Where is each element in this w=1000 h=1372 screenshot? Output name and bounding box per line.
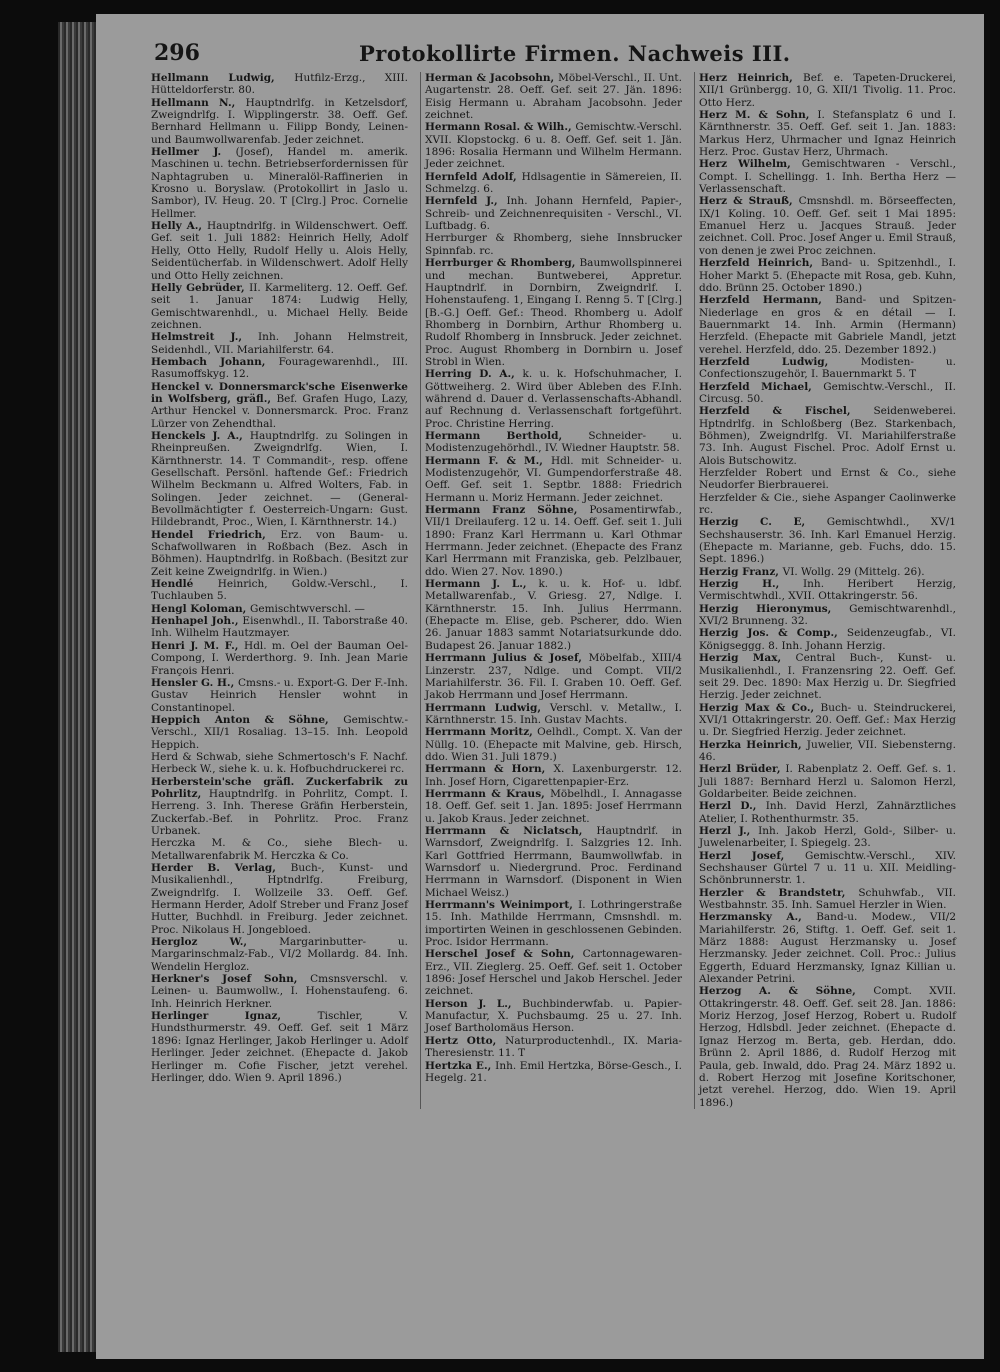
firm-details: X. Laxenburgerstr. 12. Inh. Josef Horn, Cigarettenpapier-Erz. xyxy=(425,763,682,788)
firm-details: Gemischtw.-Verschl., XIV. Sechshauser Gürtel 7 u. 11 u. XII. Meidling-Schönbrunnerstr. 1. xyxy=(699,849,956,887)
firm-name: Herzl Josef, xyxy=(699,849,805,862)
firm-name: Hendlé xyxy=(151,578,218,591)
directory-entry xyxy=(425,652,682,701)
firm-name: Helmstreit J., xyxy=(151,331,259,344)
firm-name: Hertzka E., xyxy=(425,1059,496,1072)
directory-entry xyxy=(425,788,682,825)
directory-entry xyxy=(425,232,682,257)
directory-entry xyxy=(425,368,682,430)
firm-details: Inh. Jakob Herzl, Gold-, Silber- u. Juwelenarbeiter, I. Spiegelg. 23. xyxy=(699,824,956,850)
directory-entry xyxy=(151,751,408,776)
firm-name: Hensler G. H., xyxy=(151,676,238,689)
firm-name: Hermann Berthold, xyxy=(425,429,589,442)
directory-entry xyxy=(151,1010,408,1084)
directory-entry xyxy=(425,1060,682,1085)
directory-page xyxy=(96,14,984,1359)
firm-details: Buch- u. Steindruckerei, XVI/1 Ottakringerstr. 20. Oeff. Gef.: Max Herzig u. Dr. Siegfried Herzig. Jeder zeichnet. xyxy=(699,701,956,739)
firm-name: Herz M. & Sohn, xyxy=(699,109,818,122)
firm-details: Möbelhdl., I. Annagasse 18. Oeff. Gef. seit 1. Jan. 1895: Josef Herrmann u. Jakob Kraus. Jeder zeichnet. xyxy=(425,787,682,825)
firm-name: Hembach Johann, xyxy=(151,355,279,368)
directory-entry xyxy=(699,467,956,492)
firm-name: Herman & Jacobsohn, xyxy=(425,72,559,84)
firm-name: Herrmann & Kraus, xyxy=(425,787,551,800)
directory-entry xyxy=(425,72,682,121)
firm-name: Herzfeld Michael, xyxy=(699,380,824,393)
directory-entry xyxy=(425,171,682,196)
firm-details: Hauptndrlfg. in Wildenschwert. Oeff. Gef. seit 1. Juli 1882: Heinrich Helly, Adolf Helly, Otto Helly, Rudolf Helly u. Alois Helly, Seidentücherfab. in Wildenschwert. Adolf Helly und Otto Helly zeichnen. xyxy=(151,220,408,282)
directory-entry xyxy=(151,603,408,615)
firm-details: II. Karmeliterg. 12. Oeff. Gef. seit 1. Januar 1874: Ludwig Helly, Gemischtwarenhdl., u. Michael Helly. Beide zeichnen. xyxy=(151,281,408,331)
directory-entry xyxy=(151,776,408,838)
directory-entry xyxy=(151,381,408,430)
firm-details: Gemischtw.-Verschl. XVII. Klopstockg. 6 u. 8. Oeff. Gef. seit 1. Jän. 1896: Rosalia Hermann und Wilhelm Hermann. Jeder zeichnet. xyxy=(425,121,682,171)
firm-details: Inh. Johann Hernfeld, Papier-, Schreib- und Zeichnenrequisiten - Verschl., VI. Luftbadg. 6. xyxy=(425,195,682,233)
firm-details: Hauptndrlfg. in Pohrlitz, Compt. I. Herreng. 3. Inh. Therese Gräfin Herberstein, Zuckerfab.-Bef. in Pohrlitz. Proc. Franz Urbanek. xyxy=(151,787,408,837)
firm-name: Herzog A. & Söhne, xyxy=(699,985,874,998)
directory-entry xyxy=(151,282,408,331)
page-header xyxy=(154,40,944,68)
directory-entry xyxy=(699,516,956,565)
directory-entry xyxy=(699,158,956,195)
firm-name: Hellmann N., xyxy=(151,96,246,109)
firm-name: Hertz Otto, xyxy=(425,1034,506,1047)
firm-name: Herrmann & Niclatsch, xyxy=(425,824,597,837)
firm-details: I. Stefansplatz 6 und I. Kärnthnerstr. 35. Oeff. Gef. seit 1. Jan. 1883: Markus Herz, Uhrmacher und Ignaz Heinrich Herz. Proc. Gustav Herz, Uhrmach. xyxy=(699,109,956,159)
firm-details: Bef. Grafen Hugo, Lazy, Arthur Henckel v. Donnersmarck. Proc. Franz Lürzer von Zehendthal. xyxy=(151,392,409,430)
firm-name: Herson J. L., xyxy=(425,997,523,1010)
firm-name: Herrmann Moritz, xyxy=(425,726,538,739)
directory-entry xyxy=(425,899,682,948)
firm-details: Seidenweberei. Hptndrlfg. in Schloßberg (Bez. Starkenbach, Böhmen), Zweigndrlfg. VI. Mariahilferstraße 73. Inh. August Fischel. Proc. Adolf Ernst u. Alois Butschowitz. xyxy=(699,405,956,467)
firm-name: Herz & Strauß, xyxy=(699,195,799,208)
firm-details: Herzfelder & Cie., siehe Aspanger Caolinwerke rc. xyxy=(699,491,956,517)
firm-name: Henhapel Joh., xyxy=(151,615,243,628)
firm-details: I. Lothringerstraße 15. Inh. Mathilde Herrmann, Cmsnshdl. m. importirten Weinen in geschlossenen Gebinden. Proc. Isidor Herrmann. xyxy=(425,899,682,949)
directory-entry xyxy=(699,985,956,1108)
firm-details: Tischler, V. Hundsthurmerstr. 49. Oeff. Gef. seit 1 März 1896: Ignaz Herlinger, Jakob Herlinger u. Adolf Herlinger. Jeder zeichnet. (Ehepacte d. Jakob Herlinger m. Cofie Fischer, jetzt verehel. Herlinger, ddo. Wien 9. April 1896.) xyxy=(151,1010,408,1084)
directory-entry xyxy=(699,652,956,701)
firm-name: Heppich Anton & Söhne, xyxy=(151,713,344,726)
directory-entry xyxy=(151,936,408,973)
directory-entry xyxy=(151,640,408,677)
firm-name: Hernfeld J., xyxy=(425,195,507,208)
firm-name: Hermann Franz Söhne, xyxy=(425,504,590,517)
directory-entry xyxy=(151,973,408,1010)
directory-entry xyxy=(425,257,682,368)
directory-entry xyxy=(699,702,956,739)
directory-entry xyxy=(425,998,682,1035)
firm-details: (Josef), Handel m. amerik. Maschinen u. techn. Betriebserfordernissen für Naphtagruben u. Mineralöl-Raffinerien in Krosno u. Boryslaw. (Protokollirt in Jaslo u. Sambor), IV. Heug. 20. T [Clrg.] Proc. Cornelie Hellmer. xyxy=(151,146,408,220)
firm-name: Herzig Max & Co., xyxy=(699,701,821,714)
firm-details: Verschl. v. Metallw., I. Kärnthnerstr. 15. Inh. Gustav Machts. xyxy=(425,701,682,726)
directory-entry xyxy=(699,887,956,912)
directory-entry xyxy=(151,529,408,578)
firm-details: Band- und Spitzen-Niederlage en gros & en détail — I. Bauernmarkt 14. Inh. Armin (Hermann) Herzfeld. (Ehepacte mit Gabriele Mandl, jetzt verehel. Herzfeld, ddo. 25. Dezember 1892.) xyxy=(699,294,957,356)
firm-name: Henckels J. A., xyxy=(151,429,250,442)
firm-name: Herrmann Julius & Josef, xyxy=(425,652,589,665)
firm-details: Herczka M. & Co., siehe Blech- u. Metallwarenfabrik M. Herczka & Co. xyxy=(151,837,408,862)
firm-name: Herzfeld Hermann, xyxy=(699,294,836,307)
firm-name: Hendel Friedrich, xyxy=(151,528,281,541)
firm-details: Inh. Johann Helmstreit, Seidenhdl., VII. Mariahilferstr. 64. xyxy=(151,331,408,356)
firm-details: Band-u. Modew., VII/2 Mariahilferstr. 26, Stiftg. 1. Oeff. Gef. seit 1. März 1888: August Herzmansky u. Josef Herzmansky. Jeder zeichnet. Coll. Proc.: Julius Eggerth, Eduard Herzmansky, Ignaz Killian u. Alexander Petrini. xyxy=(699,911,956,986)
firm-details: Band- u. Spitzenhdl., I. Hoher Markt 5. (Ehepacte mit Rosa, geb. Kuhn, ddo. Brünn 25. October 1890.) xyxy=(699,257,956,294)
firm-details: Hauptndrlfg. zu Solingen in Rheinpreußen. Zweigndrlfg. Wien, I. Kärnthnerstr. 14. T Commandit-, resp. offene Gesellschaft. Persönl. haftende Gef.: Friedrich Wilhelm Beckmann u. Alfred Wolters, Fab. in Solingen. Jeder zeichnet. — (General-Bevollmächtigter f. Oesterreich-Ungarn: Gust. Hildebrandt, Proc., Wien, I. Kärnthnerstr. 14.) xyxy=(151,429,409,529)
firm-details: Fouragewarenhdl., III. Rasumoffskyg. 12. xyxy=(151,355,409,381)
firm-details: Erz. von Baum- u. Schafwollwaren in Roßbach (Bez. Asch in Böhmen). Hauptndrlfg. in Roßbach. (Besitzt zur Zeit keine Zweigndrlfg. in Wien.) xyxy=(151,528,408,578)
firm-name: Herzler & Brandstetr, xyxy=(699,886,859,899)
firm-details: Gemischtw.-Verschl., XII/1 Rosaliag. 13–15. Inh. Leopold Heppich. xyxy=(151,713,408,751)
firm-details: Hauptndrlfg. in Ketzelsdorf, Zweigndrlfg. I. Wipplingerstr. 38. Oeff. Gef. Bernhard Hellmann u. Filipp Bondy, Leinen- und Baumwollwarenfab. Jeder zeichnet. xyxy=(151,96,408,146)
firm-name: Herz Wilhelm, xyxy=(699,158,802,171)
directory-entry xyxy=(425,1035,682,1060)
firm-details: Eisenwhdl., II. Taborstraße 40. Inh. Wilhelm Hautzmayer. xyxy=(151,615,408,640)
directory-entry xyxy=(425,195,682,232)
firm-details: Inh. Emil Hertzka, Börse-Gesch., I. Hegelg. 21. xyxy=(425,1059,682,1084)
firm-name: Herzig Jos. & Comp., xyxy=(699,627,847,640)
firm-name: Herzmansky A., xyxy=(699,911,817,924)
firm-name: Henckel v. Donnersmarck'sche Eisenwerke in Wolfsberg, gräfl., xyxy=(151,380,408,405)
firm-details: Gemischtwaren - Verschl., Compt. I. Schellingg. 1. Inh. Bertha Herz — Verlassenschaft. xyxy=(699,158,956,196)
firm-details: Inh. Heribert Herzig, Vermischtwhdl., XVII. Ottakringerstr. 56. xyxy=(699,578,956,603)
book-page-edges xyxy=(58,22,98,1352)
directory-entry xyxy=(425,763,682,788)
firm-details: VI. Wollg. 29 (Mittelg. 26). xyxy=(782,565,925,578)
column-3 xyxy=(694,72,956,1109)
directory-entry xyxy=(699,492,956,517)
columns xyxy=(151,72,956,1109)
firm-details: Hdlsagentie in Sämereien, II. Schmelzg. 6. xyxy=(425,170,683,196)
firm-name: Herzig Max, xyxy=(699,652,796,665)
firm-name: Helly Gebrüder, xyxy=(151,281,250,294)
firm-name: Henri J. M. F., xyxy=(151,639,245,652)
directory-entry xyxy=(425,121,682,170)
firm-details: Naturproductenhdl., IX. Maria-Theresienstr. 11. T xyxy=(425,1034,682,1060)
firm-name: Herzl D., xyxy=(699,800,766,813)
directory-entry xyxy=(151,430,408,529)
firm-name: Herzfeld Ludwig, xyxy=(699,355,861,368)
firm-name: Herlinger Ignaz, xyxy=(151,1010,318,1023)
firm-details: Gemischtwarenhdl., XVI/2 Brunneng. 32. xyxy=(699,602,956,628)
firm-details: Cmsnsverschl. v. Leinen- u. Baumwollw., I. Hohenstaufeng. 6. Inh. Heinrich Herkner. xyxy=(151,973,408,1010)
firm-details: Hauptndrlf. in Warnsdorf, Zweigndrlfg. I. Salzgries 12. Inh. Karl Gottfried Herrmann, Baumwollwfab. in Warnsdorf u. Niedergrund. Proc. Ferdinand Herrmann in Warnsdorf. (Disponent in Wien Michael Weisz.) xyxy=(425,824,682,899)
firm-name: Hellmann Ludwig, xyxy=(151,72,295,84)
firm-details: Möbel-Verschl., II. Unt. Augartenstr. 28. Oeff. Gef. seit 27. Jän. 1896: Eisig Hermann u. Abraham Jacobsohn. Jeder zeichnet. xyxy=(425,72,682,122)
directory-entry xyxy=(151,97,408,146)
firm-details: Heinrich, Goldw.-Verschl., I. Tuchlauben 5. xyxy=(151,578,408,603)
directory-entry xyxy=(151,331,408,356)
firm-name: Herrburger & Rhomberg, xyxy=(425,257,580,270)
firm-details: Buchbinderwfab. u. Papier-Manufactur, X. Puchsbaumg. 25 u. 27. Inh. Josef Bartholomäus Herson. xyxy=(425,997,682,1035)
firm-details: Gemischtwhdl., XV/1 Sechshauserstr. 36. Inh. Karl Emanuel Herzig. (Ehepacte m. Marianne, geb. Fuchs, ddo. 15. Sept. 1896.) xyxy=(699,516,956,566)
directory-entry xyxy=(151,578,408,603)
firm-details: Hdl. mit Schneider- u. Modistenzugehör, VI. Gumpendorferstraße 48. Oeff. Gef. seit 1. Septbr. 1888: Friedrich Hermann u. Moriz Hermann. Jeder zeichnet. xyxy=(425,454,682,504)
firm-name: Herzfeld Heinrich, xyxy=(699,257,821,270)
directory-entry xyxy=(699,566,956,578)
directory-entry xyxy=(699,405,956,467)
firm-details: Central Buch-, Kunst- u. Musikalienhdl., I. Franzensring 22. Oeff. Gef. seit 29. Dec. 1890: Max Herzig u. Dr. Siegfried Herzig. Jeder zeichnet. xyxy=(699,652,956,702)
directory-entry xyxy=(425,504,682,578)
directory-entry xyxy=(151,72,408,97)
directory-entry xyxy=(425,578,682,652)
directory-entry xyxy=(699,109,956,158)
column-2 xyxy=(420,72,682,1109)
firm-name: Hergloz W., xyxy=(151,936,280,949)
directory-entry xyxy=(425,455,682,504)
firm-name: Herring D. A., xyxy=(425,368,523,381)
directory-entry xyxy=(151,146,408,220)
firm-details: Cartonnagewaren-Erz., VII. Zieglerg. 25. Oeff. Gef. seit 1. October 1896: Josef Herschel und Jakob Herschel. Jeder zeichnet. xyxy=(425,948,682,998)
firm-details: Posamentirwfab., VII/1 Dreilauferg. 12 u. 14. Oeff. Gef. seit 1. Juli 1890: Franz Karl Herrmann u. Karl Othmar Herrmann. Jeder zeichnet. (Ehepacte des Franz Karl Herrmann mit Franziska, geb. Pelzlbauer, ddo. Wien 27. Nov. 1890.) xyxy=(425,504,682,578)
firm-details: Herrburger & Rhomberg, siehe Innsbrucker Spinnfab. rc. xyxy=(425,232,682,257)
directory-entry xyxy=(699,356,956,381)
directory-entry xyxy=(151,862,408,936)
firm-details: k. u. k. Hofschuhmacher, I. Göttweiherg. 2. Wird über Ableben des F.Inh. während d. Dauer d. Verlassenschafts-Abhandl. auf Rechnung d. Verlassenschaft fortgeführt. Proc. Christine Herring. xyxy=(425,368,682,430)
directory-entry xyxy=(151,837,408,862)
directory-entry xyxy=(699,603,956,628)
firm-details: Cmsnshdl. m. Börseeffecten, IX/1 Koling. 10. Oeff. Gef. seit 1 Mai 1895: Emanuel Herz u. Jacques Strauß. Jeder zeichnet. Coll. Proc. Josef Anger u. Emil Strauß, von denen je zwei Proc zeichnen. xyxy=(699,195,957,257)
firm-name: Herkner's Josef Sohn, xyxy=(151,973,311,986)
firm-details: Seidenzeugfab., VI. Königseggg. 8. Inh. Johann Herzig. xyxy=(699,627,956,652)
firm-details: k. u. k. Hof- u. ldbf. Metallwarenfab., V. Griesg. 27, Ndlge. I. Kärnthnerstr. 15. Inh. Julius Herrmann. (Ehepacte m. Elise, geb. Pscherer, ddo. Wien 26. Januar 1883 sammt Notariatsurkunde ddo. Budapest 26. Januar 1882.) xyxy=(425,578,682,652)
firm-name: Herzig C. E, xyxy=(699,516,827,529)
firm-details: Buch-, Kunst- und Musikalienhdl., Hptndrlfg. Freiburg, Zweigndrlfg. I. Wollzeile 33. Oeff. Gef. Hermann Herder, Adolf Streber und Franz Josef Hutter, Buchhdl. in Freiburg. Jeder zeichnet. Proc. Nikolaus H. Jongebloed. xyxy=(151,862,408,936)
column-1 xyxy=(151,72,408,1109)
directory-entry xyxy=(151,714,408,751)
directory-entry xyxy=(425,702,682,727)
directory-entry xyxy=(699,195,956,257)
directory-entry xyxy=(699,825,956,850)
firm-name: Herzig Franz, xyxy=(699,565,783,578)
firm-details: Gemischtw.-Verschl., II. Circusg. 50. xyxy=(699,380,957,405)
directory-entry xyxy=(699,739,956,764)
firm-name: Herzig H., xyxy=(699,578,804,591)
firm-details: Bef. e. Tapeten-Druckerei, XII/1 Grünbergg. 10, G. XII/1 Tivolig. 11. Proc. Otto Herz. xyxy=(699,72,956,109)
firm-name: Herzka Heinrich, xyxy=(699,738,807,751)
running-head: Protokollirte Firmen. Nachweis III. xyxy=(359,41,791,66)
firm-details: Modisten- u. Confectionszugehör, I. Bauernmarkt 5. T xyxy=(699,355,956,381)
directory-entry xyxy=(425,430,682,455)
firm-name: Herrmann Ludwig, xyxy=(425,701,550,714)
firm-details: Herzfelder Robert und Ernst & Co., siehe Neudorfer Bierbrauerei. xyxy=(699,467,956,492)
firm-name: Hengl Koloman, xyxy=(151,602,250,615)
firm-details: Baumwollspinnerei und mechan. Buntweberei, Appretur. Hauptndrlf. in Dornbirn, Zweigndrlf. I. Hohenstaufeng. 1, Eingang I. Renng 5. T [Clrg.] [B.-G.] Oeff. Gef.: Theod. Rhomberg u. Adolf Rhomberg in Dornbirn, Arthur Rhomberg u. Rudolf Rhomberg in Innsbruck. Jeder zeichnet. Proc. August Rhomberg in Dornbirn u. Josef Strobl in Wien. xyxy=(425,257,682,368)
firm-details: Möbelfab., XIII/4 Linzerstr. 237, Ndlge. und Compt. VII/2 Mariahilferstr. 36. Fil. I. Graben 10. Oeff. Gef. Jakob Herrmann und Josef Herrmann. xyxy=(425,652,682,702)
directory-entry xyxy=(699,72,956,109)
directory-entry xyxy=(699,763,956,800)
directory-entry xyxy=(151,356,408,381)
firm-name: Herrmann's Weinimport, xyxy=(425,899,579,912)
directory-entry xyxy=(425,825,682,899)
directory-entry xyxy=(151,615,408,640)
firm-name: Herz Heinrich, xyxy=(699,72,804,84)
firm-name: Hermann F. & M., xyxy=(425,454,551,467)
firm-name: Herzig Hieronymus, xyxy=(699,602,850,615)
firm-name: Hermann J. L., xyxy=(425,578,539,591)
directory-entry xyxy=(425,948,682,997)
firm-details: Cmsns.- u. Export-G. Der F.-Inh. Gustav Heinrich Hensler wohnt in Constantinopel. xyxy=(151,676,408,714)
firm-details: Juwelier, VII. Siebensterng. 46. xyxy=(699,738,956,763)
firm-name: Herrmann & Horn, xyxy=(425,763,554,776)
firm-name: Herzl J., xyxy=(699,824,759,837)
firm-name: Herberstein'sche gräfl. Zuckerfabrik zu Pohrlitz, xyxy=(151,775,408,800)
directory-entry xyxy=(699,911,956,985)
firm-name: Herzl Brüder, xyxy=(699,763,786,776)
firm-details: Schuhwfab., VII. Westbahnstr. 35. Inh. Samuel Herzler in Wien. xyxy=(699,886,956,912)
page-number: 296 xyxy=(154,40,200,66)
firm-name: Hernfeld Adolf, xyxy=(425,170,522,183)
firm-name: Herschel Josef & Sohn, xyxy=(425,948,583,961)
firm-name: Herzfeld & Fischel, xyxy=(699,405,874,418)
directory-entry xyxy=(699,850,956,887)
directory-entry xyxy=(151,677,408,714)
directory-entry xyxy=(425,726,682,763)
firm-details: Herd & Schwab, siehe Schmertosch's F. Nachf. Herbeck W., siehe k. u. k. Hofbuchdruckerei rc. xyxy=(151,750,408,776)
firm-name: Hellmer J. xyxy=(151,146,236,159)
firm-details: Margarinbutter- u. Margarinschmalz-Fab., VI/2 Mollardg. 84. Inh. Wendelin Hergloz. xyxy=(151,936,408,973)
firm-name: Helly A., xyxy=(151,220,208,233)
directory-entry xyxy=(151,220,408,282)
firm-name: Herder B. Verlag, xyxy=(151,862,291,874)
firm-details: Hutfilz-Erzg., XIII. Hütteldorferstr. 80. xyxy=(151,72,408,97)
firm-details: Hdl. m. Oel der Bauman Oel-Compong, I. Werderthorg. 9. Inh. Jean Marie François Henri. xyxy=(151,639,408,677)
directory-entry xyxy=(699,294,956,356)
directory-entry xyxy=(699,627,956,652)
firm-details: Schneider- u. Modistenzugehörhdl., IV. Wiedner Hauptstr. 58. xyxy=(425,429,682,455)
firm-details: I. Rabenplatz 2. Oeff. Gef. s. 1. Juli 1887: Bernhard Herzl u. Salomon Herzl, Goldarbeiter. Beide zeichnen. xyxy=(699,763,956,800)
directory-entry xyxy=(699,257,956,294)
firm-name: Hermann Rosal. & Wilh., xyxy=(425,121,576,134)
directory-entry xyxy=(699,381,956,406)
firm-details: Oelhdl., Compt. X. Van der Nüllg. 10. (Ehepacte mit Malvine, geb. Hirsch, ddo. Wien 31. Juli 1879.) xyxy=(425,726,682,763)
directory-entry xyxy=(699,800,956,825)
firm-details: Gemischtwverschl. — xyxy=(249,602,365,615)
firm-details: Compt. XVII. Ottakringerstr. 48. Oeff. Gef. seit 28. Jan. 1886: Moriz Herzog, Josef Herzog, Robert u. Rudolf Herzog, Hdlsbdl. Jeder zeichnet. (Ehepacte d. Ignaz Herzog m. Berta, geb. Herdan, ddo. Brünn 2. April 1886, d. Rudolf Herzog mit Paula, geb. Inwald, ddo. Prag 24. März 1892 u. d. Robert Herzog mit Josefine Koritschoner, jetzt verehel. Herzog, ddo. Wien 19. April 1896.) xyxy=(699,985,956,1109)
firm-details: Inh. David Herzl, Zahnärztliches Atelier, I. Rothenthurmstr. 35. xyxy=(699,800,956,825)
directory-entry xyxy=(699,578,956,603)
